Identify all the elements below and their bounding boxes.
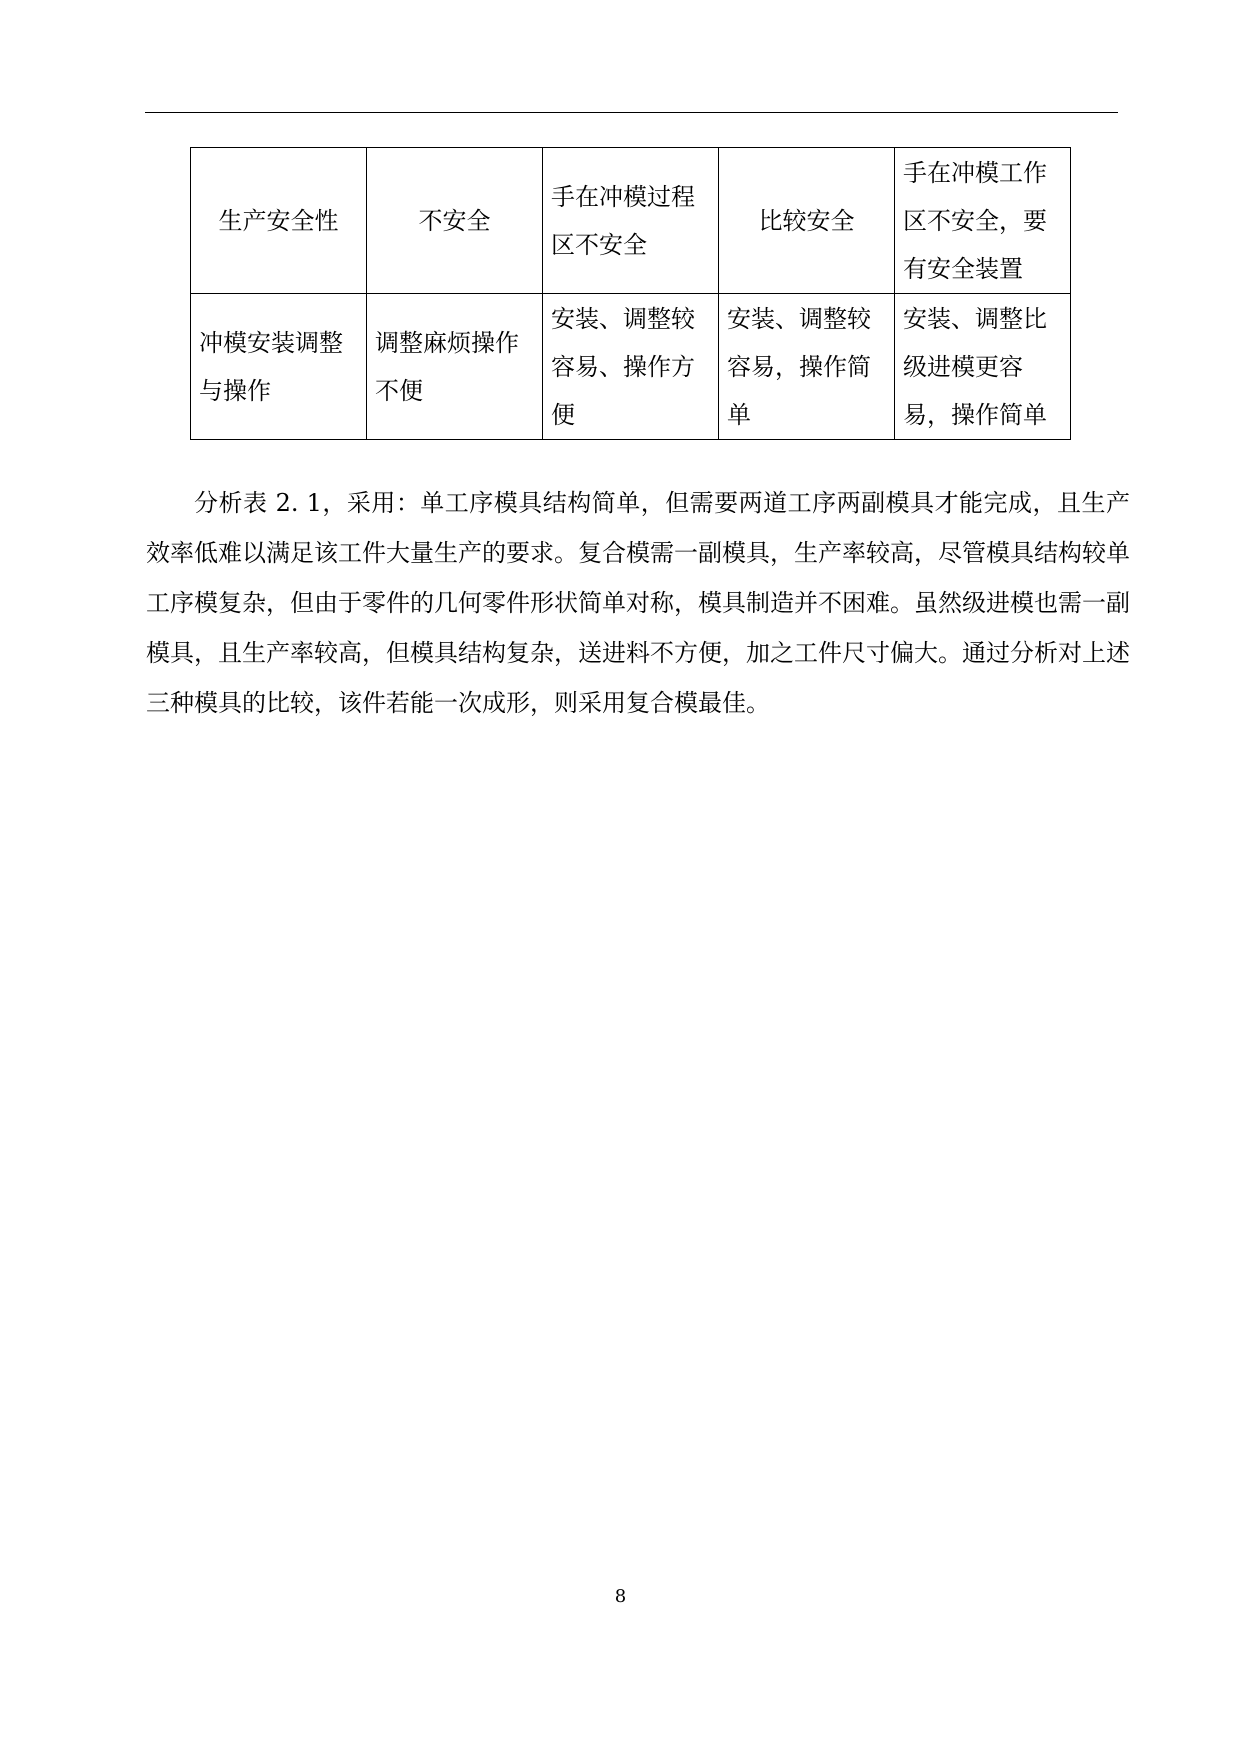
table-cell: 手在冲模过程区不安全: [543, 148, 719, 294]
page-number: 8: [614, 1586, 627, 1607]
table-cell: 安装、调整比级进模更容易，操作简单: [895, 294, 1071, 440]
table-cell: 手在冲模工作区不安全，要有安全装置: [895, 148, 1071, 294]
table-cell: 比较安全: [719, 148, 895, 294]
table-cell: 安装、调整较容易、操作方便: [543, 294, 719, 440]
row-label: 生产安全性: [191, 148, 367, 294]
table-cell: 安装、调整较容易，操作简单: [719, 294, 895, 440]
comparison-table: [190, 147, 1071, 440]
table-cell: 调整麻烦操作不便: [367, 294, 543, 440]
header-rule: [145, 112, 1118, 113]
table-cell: 不安全: [367, 148, 543, 294]
table-row-production-safety: [191, 148, 1071, 294]
row-label: 冲模安装调整与操作: [191, 294, 367, 440]
table-row-installation-operation: [191, 294, 1071, 440]
analysis-paragraph: 分析表 2. 1，采用：单工序模具结构简单，但需要两道工序两副模具才能完成，且生产效率低难以满足该工件大量生产的要求。复合模需一副模具，生产率较高，尽管模具结构较单工序模复杂，但由于零件的几何零件形状简单对称，模具制造并不困难。虽然级进模也需一副模具，且生产率较高，但模具结构复杂，送进料不方便，加之工件尺寸偏大。通过分析对上述三种模具的比较，该件若能一次成形，则采用复合模最佳。: [146, 489, 1130, 717]
